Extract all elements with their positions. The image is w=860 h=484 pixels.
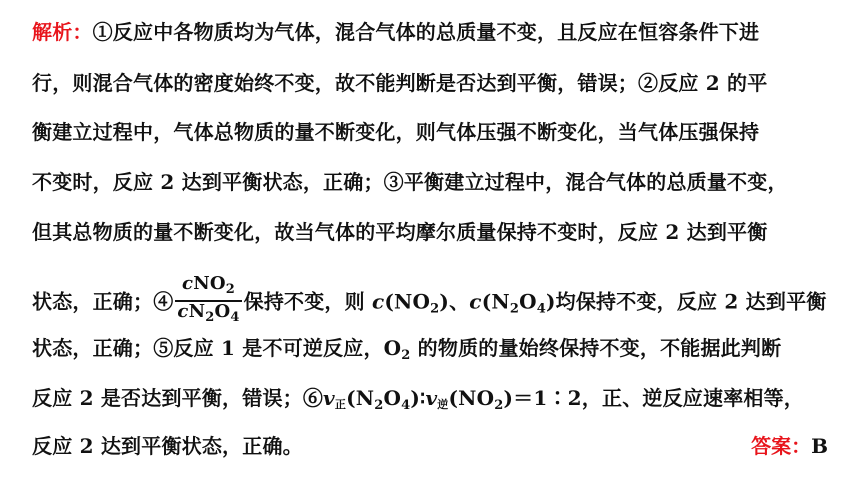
subscript-reverse: 逆 bbox=[437, 398, 449, 411]
text-segment: (NO bbox=[448, 386, 495, 410]
text-segment: 保持不变，则 bbox=[243, 289, 372, 314]
text-segment: 不变时，反应 2 达到平衡状态，正确；③平衡建立过程中，混合气体的总质量不变， bbox=[32, 170, 788, 194]
text-segment: O bbox=[519, 289, 537, 314]
text-segment: 均保持不变，反应 2 达到平衡 bbox=[555, 289, 827, 314]
symbol-v: v bbox=[323, 386, 335, 410]
analysis-line-4 bbox=[32, 168, 832, 196]
text-segment: 状态，正确；⑤反应 1 是不可逆反应，O bbox=[32, 336, 402, 360]
analysis-line-9 bbox=[32, 432, 832, 460]
subscript: 2 bbox=[401, 348, 411, 363]
answer-value: B bbox=[811, 434, 828, 458]
analysis-line-1 bbox=[32, 18, 832, 46]
text-segment: )＝1∶2，正、逆反应速率相等， bbox=[503, 386, 804, 410]
subscript: 4 bbox=[536, 301, 546, 317]
text-segment: 行，则混合气体的密度始终不变，故不能判断是否达到平衡，错误；②反应 2 的平 bbox=[32, 71, 768, 95]
subscript: 2 bbox=[374, 398, 384, 413]
analysis-line-8 bbox=[32, 384, 832, 420]
text-segment: ) bbox=[545, 289, 556, 314]
text-segment: )、 bbox=[439, 289, 470, 314]
subscript: 4 bbox=[401, 398, 411, 413]
analysis-label: 解析： bbox=[32, 20, 93, 44]
symbol-c: c bbox=[469, 289, 482, 314]
subscript: 2 bbox=[509, 301, 520, 317]
analysis-line-5 bbox=[32, 218, 832, 246]
answer-block bbox=[751, 432, 828, 460]
text-segment: ①反应中各物质均为气体，混合气体的总质量不变，且反应在恒容条件下进 bbox=[92, 20, 760, 44]
fraction-numerator: cNO$_2$ bbox=[175, 274, 241, 302]
text-segment: (N bbox=[346, 386, 375, 410]
subscript-forward: 正 bbox=[334, 398, 347, 411]
subscript: 2 bbox=[494, 398, 504, 413]
text-segment: O bbox=[383, 386, 402, 410]
symbol-v: v bbox=[425, 386, 438, 410]
text-segment: 但其总物质的量不断变化，故当气体的平均摩尔质量保持不变时，反应 2 达到平衡 bbox=[32, 220, 768, 244]
symbol-c: c bbox=[372, 289, 385, 314]
subscript: 2 bbox=[430, 301, 440, 317]
analysis-line-7 bbox=[32, 334, 832, 370]
text-segment: 反应 2 达到平衡状态，正确。 bbox=[32, 434, 303, 458]
answer-label: 答案： bbox=[751, 434, 812, 458]
analysis-line-2 bbox=[32, 69, 832, 97]
analysis-line-3 bbox=[32, 118, 832, 146]
text-segment: )∶ bbox=[410, 386, 426, 410]
analysis-line-6 bbox=[32, 273, 832, 330]
text-segment: 衡建立过程中，气体总物质的量不断变化，则气体压强不断变化，当气体压强保持 bbox=[32, 120, 760, 144]
formula-n2o4: (N bbox=[481, 289, 510, 314]
formula-no2: (NO bbox=[384, 289, 431, 314]
text-segment: 反应 2 是否达到平衡，错误；⑥ bbox=[32, 386, 324, 410]
fraction-denominator: $cN_2O_4$ bbox=[177, 301, 240, 325]
text-segment: 状态，正确；④ bbox=[32, 289, 174, 314]
concentration-ratio-fraction bbox=[175, 274, 241, 328]
text-segment: 的物质的量始终保持不变，不能据此判断 bbox=[410, 336, 782, 360]
